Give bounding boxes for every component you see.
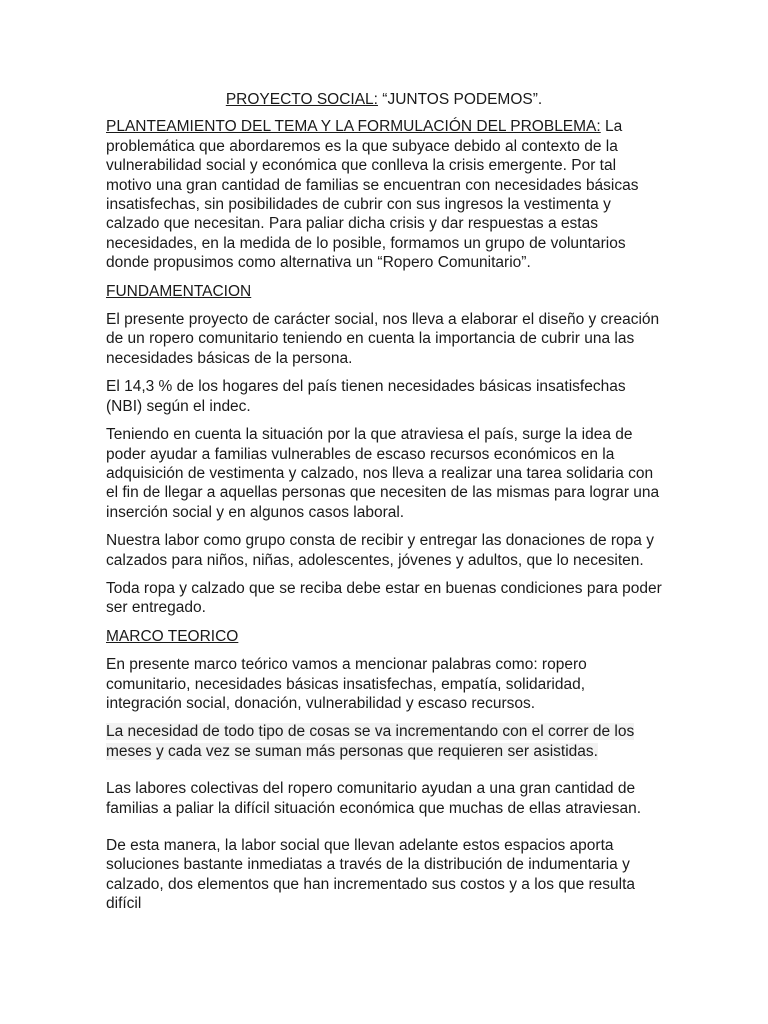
marco-paragraph-3: Las labores colectivas del ropero comunitario ayudan a una gran cantidad de familias a paliar la difícil situación económica que muchas de ellas atraviesan. bbox=[106, 780, 642, 817]
document-page bbox=[106, 90, 662, 923]
marco-paragraph-2 bbox=[106, 722, 662, 761]
fundamentacion-paragraph-2: El 14,3 % de los hogares del país tienen necesidades básicas insatisfechas (NBI) según el indec. bbox=[106, 378, 626, 415]
planteamiento-heading: PLANTEAMIENTO DEL TEMA Y LA FORMULACIÓN DEL PROBLEMA: bbox=[106, 118, 601, 136]
marco-teorico-heading-text: MARCO TEORICO bbox=[106, 627, 239, 645]
fundamentacion-paragraph-1: El presente proyecto de carácter social, nos lleva a elaborar el diseño y creación de un ropero comunitario teniendo en cuenta la importancia de cubrir una las necesidades básicas de la persona. bbox=[106, 311, 660, 367]
document-title bbox=[106, 90, 662, 109]
fundamentacion-paragraph-3: Teniendo en cuenta la situación por la que atraviesa el país, surge la idea de poder ayudar a familias vulnerables de escaso recursos económicos en la adquisición de vestimenta y calzado, nos lleva a realizar una tarea solidaria con el fin de llegar a aquellas personas que necesiten de las mismas para lograr una inserción social y en algunos casos laboral. bbox=[106, 426, 660, 521]
marco-teorico-heading bbox=[106, 627, 662, 646]
title-project-name: “JUNTOS PODEMOS”. bbox=[377, 91, 543, 108]
marco-paragraph-1: En presente marco teórico vamos a mencionar palabras como: ropero comunitario, necesidades básicas insatisfechas, empatía, solidaridad, integración social, donación, vulnerabilidad y escaso recursos. bbox=[106, 656, 587, 712]
marco-paragraph-4: De esta manera, la labor social que llevan adelante estos espacios aporta soluciones bastante inmediatas a través de la distribución de indumentaria y calzado, dos elementos que han incrementado sus costos y a los que resulta difícil bbox=[106, 837, 636, 913]
fundamentacion-paragraph-4: Nuestra labor como grupo consta de recibir y entregar las donaciones de ropa y calzados para niños, niñas, adolescentes, jóvenes y adultos, que lo necesiten. bbox=[106, 532, 654, 569]
fundamentacion-heading-text: FUNDAMENTACION bbox=[106, 282, 252, 300]
planteamiento-paragraph bbox=[106, 117, 662, 272]
planteamiento-text: La problemática que abordaremos es la que subyace debido al contexto de la vulnerabilidad social y económica que conlleva la crisis emergente. Por tal motivo una gran cantidad de familias se encuentran con necesidades básicas insatisfechas, sin posibilidades de cubrir con sus ingresos la vestimenta y calzado que necesitan. Para paliar dicha crisis y dar respuestas a estas necesidades, en la medida de lo posible, formamos un grupo de voluntarios donde propusimos como alternativa un “Ropero Comunitario”. bbox=[106, 118, 639, 272]
title-label: PROYECTO SOCIAL: bbox=[225, 91, 378, 108]
marco-paragraph-2-highlighted: La necesidad de todo tipo de cosas se va incrementando con el correr de los meses y cada vez se suman más personas que requieren ser asistidas. bbox=[106, 723, 635, 760]
fundamentacion-paragraph-5: Toda ropa y calzado que se reciba debe estar en buenas condiciones para poder ser entregado. bbox=[106, 579, 662, 617]
fundamentacion-heading bbox=[106, 282, 662, 301]
